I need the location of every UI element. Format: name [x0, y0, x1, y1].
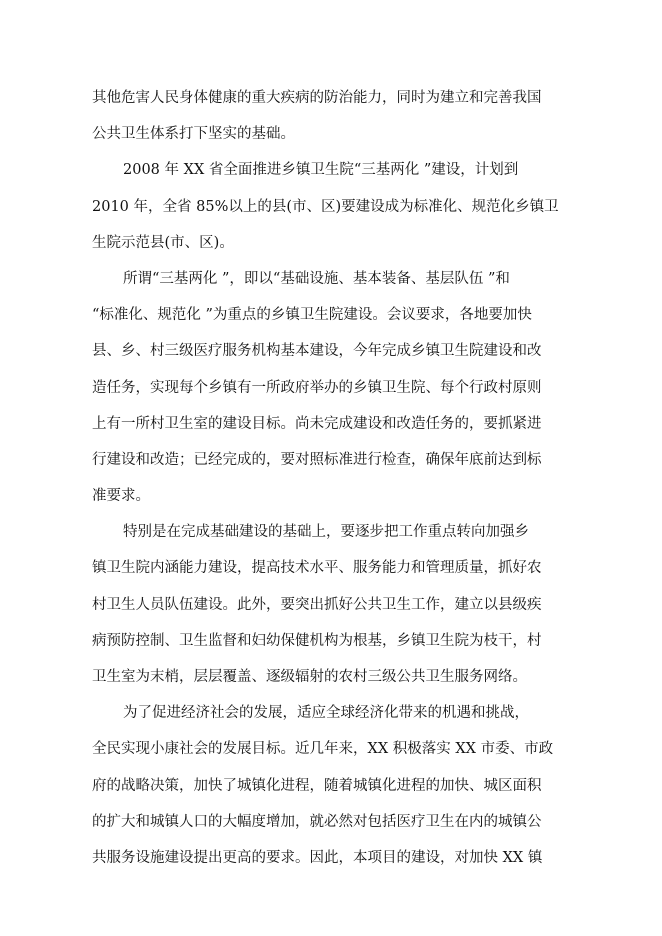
text-line: 特别是在完成基础建设的基础上，要逐步把工作重点转向加强乡: [123, 524, 529, 541]
text-line: 县、乡、村三级医疗服务机构基本建设，今年完成乡镇卫生院建设和改: [92, 343, 542, 360]
paragraph-urbanization: [92, 695, 570, 876]
paragraph-capacity-building: [92, 514, 570, 695]
paragraph-continuation: [92, 80, 570, 152]
text-line: “标准化、规范化 ”为重点的乡镇卫生院建设。会议要求，各地要加快: [92, 307, 532, 324]
text-line: 所谓“三基两化 ”，即以“基础设施、基本装备、基层队伍 ”和: [123, 270, 510, 287]
text-line: 全民实现小康社会的发展目标。近几年来，XX 积极落实 XX 市委、市政: [92, 741, 554, 758]
text-line: 准要求。: [92, 488, 150, 505]
paragraph-2008-plan: [92, 152, 570, 261]
text-line: 行建设和改造；已经完成的，要对照标准进行检查，确保年底前达到标: [92, 451, 542, 468]
document-body: [92, 80, 570, 876]
text-line: 卫生室为末梢，层层覆盖、逐级辐射的农村三级公共卫生服务网络。: [92, 669, 527, 685]
text-line: 造任务，实现每个乡镇有一所政府举办的乡镇卫生院、每个行政村原则: [92, 379, 542, 396]
text-line: 2010 年，全省 85%以上的县(市、区)要建设成为标准化、规范化乡镇卫: [92, 198, 559, 215]
text-line: 上有一所村卫生室的建设目标。尚未完成建设和改造任务的，要抓紧进: [92, 415, 542, 432]
text-line: 的扩大和城镇人口的大幅度增加，就必然对包括医疗卫生在内的城镇公: [92, 813, 542, 830]
text-line: 公共卫生体系打下坚实的基础。: [92, 126, 295, 143]
paragraph-three-basics: [92, 261, 570, 514]
text-line: 府的战略决策，加快了城镇化进程，随着城镇化进程的加快、城区面积: [92, 777, 542, 794]
text-line: 镇卫生院内涵能力建设，提高技术水平、服务能力和管理质量，抓好农: [92, 560, 542, 577]
text-line: 共服务设施建设提出更高的要求。因此，本项目的建设，对加快 XX 镇: [92, 849, 543, 866]
text-line: 2008 年 XX 省全面推进乡镇卫生院“三基两化 ”建设，计划到: [123, 162, 519, 179]
text-line: 为了促进经济社会的发展，适应全球经济化带来的机遇和挑战，: [123, 705, 529, 722]
text-line: 其他危害人民身体健康的重大疾病的防治能力，同时为建立和完善我国: [92, 90, 542, 106]
text-line: 村卫生人员队伍建设。此外，要突出抓好公共卫生工作，建立以县级疾: [92, 596, 542, 613]
text-line: 生院示范县(市、区)。: [92, 234, 234, 251]
text-line: 病预防控制、卫生监督和妇幼保健机构为根基，乡镇卫生院为枝干，村: [92, 632, 542, 649]
